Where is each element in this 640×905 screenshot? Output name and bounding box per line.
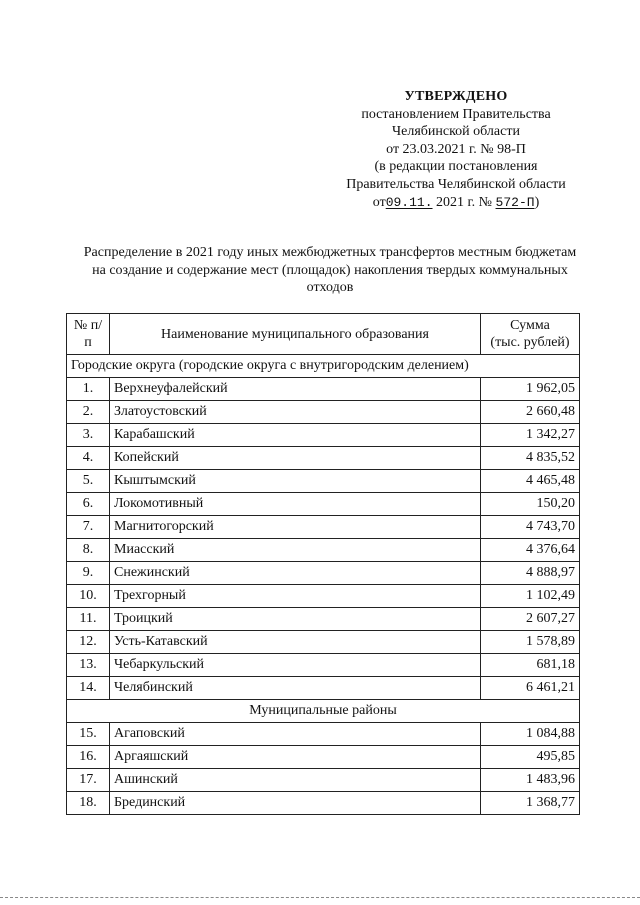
header-sum-unit: (тыс. рублей): [490, 335, 570, 350]
municipality-name: Снежинский: [110, 562, 481, 585]
amount: 1 483,96: [481, 769, 580, 792]
amount: 681,18: [481, 654, 580, 677]
amendment-date: 09.11.: [385, 194, 433, 210]
row-number: 15.: [67, 723, 110, 746]
header-num: № п/п: [67, 314, 110, 355]
approval-line: от 23.03.2021 г. № 98-П: [386, 141, 526, 157]
municipality-name: Златоустовский: [110, 401, 481, 424]
row-number: 16.: [67, 746, 110, 769]
table-row: [67, 493, 580, 516]
table-row: [67, 677, 580, 700]
amount: 4 465,48: [481, 470, 580, 493]
row-number: 5.: [67, 470, 110, 493]
row-number: 3.: [67, 424, 110, 447]
amount: 6 461,21: [481, 677, 580, 700]
row-number: 18.: [67, 792, 110, 815]
approval-line: (в редакции постановления: [374, 159, 538, 175]
amendment-prefix: от: [372, 194, 386, 210]
amount: 4 835,52: [481, 447, 580, 470]
row-number: 9.: [67, 562, 110, 585]
row-number: 17.: [67, 769, 110, 792]
approval-stamp: [340, 88, 572, 211]
table-row: [67, 378, 580, 401]
header-sum-line: Сумма: [510, 318, 550, 333]
table-row: [67, 654, 580, 677]
table-row: [67, 424, 580, 447]
group-row: [67, 700, 580, 723]
table-row: [67, 447, 580, 470]
municipality-name: Усть-Катавский: [110, 631, 481, 654]
row-number: 13.: [67, 654, 110, 677]
allocation-table: [66, 313, 580, 815]
approval-title: УТВЕРЖДЕНО: [404, 89, 508, 104]
municipality-name: Ашинский: [110, 769, 481, 792]
amendment-number: 572-П: [495, 194, 535, 210]
municipality-name: Миасский: [110, 539, 481, 562]
municipality-name: Аргаяшский: [110, 746, 481, 769]
row-number: 1.: [67, 378, 110, 401]
approval-line: постановлением Правительства: [361, 106, 551, 122]
table-row: [67, 608, 580, 631]
table-row: [67, 792, 580, 815]
approval-line: Челябинской области: [392, 124, 520, 140]
amount: 495,85: [481, 746, 580, 769]
table-row: [67, 746, 580, 769]
header-name: Наименование муниципального образования: [110, 314, 481, 355]
amount: 4 376,64: [481, 539, 580, 562]
row-number: 12.: [67, 631, 110, 654]
municipality-name: Верхнеуфалейский: [110, 378, 481, 401]
municipality-name: Брединский: [110, 792, 481, 815]
amount: 150,20: [481, 493, 580, 516]
municipality-name: Кыштымский: [110, 470, 481, 493]
table-row: [67, 539, 580, 562]
municipality-name: Карабашский: [110, 424, 481, 447]
amount: 4 743,70: [481, 516, 580, 539]
municipality-name: Копейский: [110, 447, 481, 470]
table-row: [67, 562, 580, 585]
table-header-row: [67, 314, 580, 355]
table-row: [67, 470, 580, 493]
amendment-middle: 2021 г. №: [436, 194, 493, 210]
municipality-name: Чебаркульский: [110, 654, 481, 677]
amount: 1 578,89: [481, 631, 580, 654]
amount: 4 888,97: [481, 562, 580, 585]
table-row: [67, 401, 580, 424]
amount: 1 368,77: [481, 792, 580, 815]
amount: 2 607,27: [481, 608, 580, 631]
amount: 2 660,48: [481, 401, 580, 424]
municipality-name: Челябинский: [110, 677, 481, 700]
group-row: [67, 355, 580, 378]
scan-edge-line: [0, 897, 640, 898]
table-body: [67, 355, 580, 815]
municipality-name: Трехгорный: [110, 585, 481, 608]
amount: 1 342,27: [481, 424, 580, 447]
row-number: 7.: [67, 516, 110, 539]
municipality-name: Троицкий: [110, 608, 481, 631]
amount: 1 102,49: [481, 585, 580, 608]
municipality-name: Агаповский: [110, 723, 481, 746]
table-row: [67, 585, 580, 608]
amendment-line: [340, 194, 572, 212]
group-label: Городские округа (городские округа с внутригородским делением): [67, 355, 580, 378]
row-number: 11.: [67, 608, 110, 631]
table-row: [67, 516, 580, 539]
municipality-name: Магнитогорский: [110, 516, 481, 539]
amount: 1 084,88: [481, 723, 580, 746]
amendment-suffix: ): [534, 194, 540, 210]
approval-line: Правительства Челябинской области: [346, 176, 566, 192]
table-row: [67, 631, 580, 654]
row-number: 8.: [67, 539, 110, 562]
row-number: 6.: [67, 493, 110, 516]
row-number: 10.: [67, 585, 110, 608]
row-number: 4.: [67, 447, 110, 470]
header-sum: [481, 314, 580, 355]
row-number: 2.: [67, 401, 110, 424]
amount: 1 962,05: [481, 378, 580, 401]
row-number: 14.: [67, 677, 110, 700]
group-label: Муниципальные районы: [67, 700, 580, 723]
document-heading: Распределение в 2021 году иных межбюджетных трансфертов местным бюджетам на создание и содержание мест (площадок) накопления твердых коммунальных отходов: [83, 245, 577, 295]
municipality-name: Локомотивный: [110, 493, 481, 516]
table-row: [67, 723, 580, 746]
table-row: [67, 769, 580, 792]
